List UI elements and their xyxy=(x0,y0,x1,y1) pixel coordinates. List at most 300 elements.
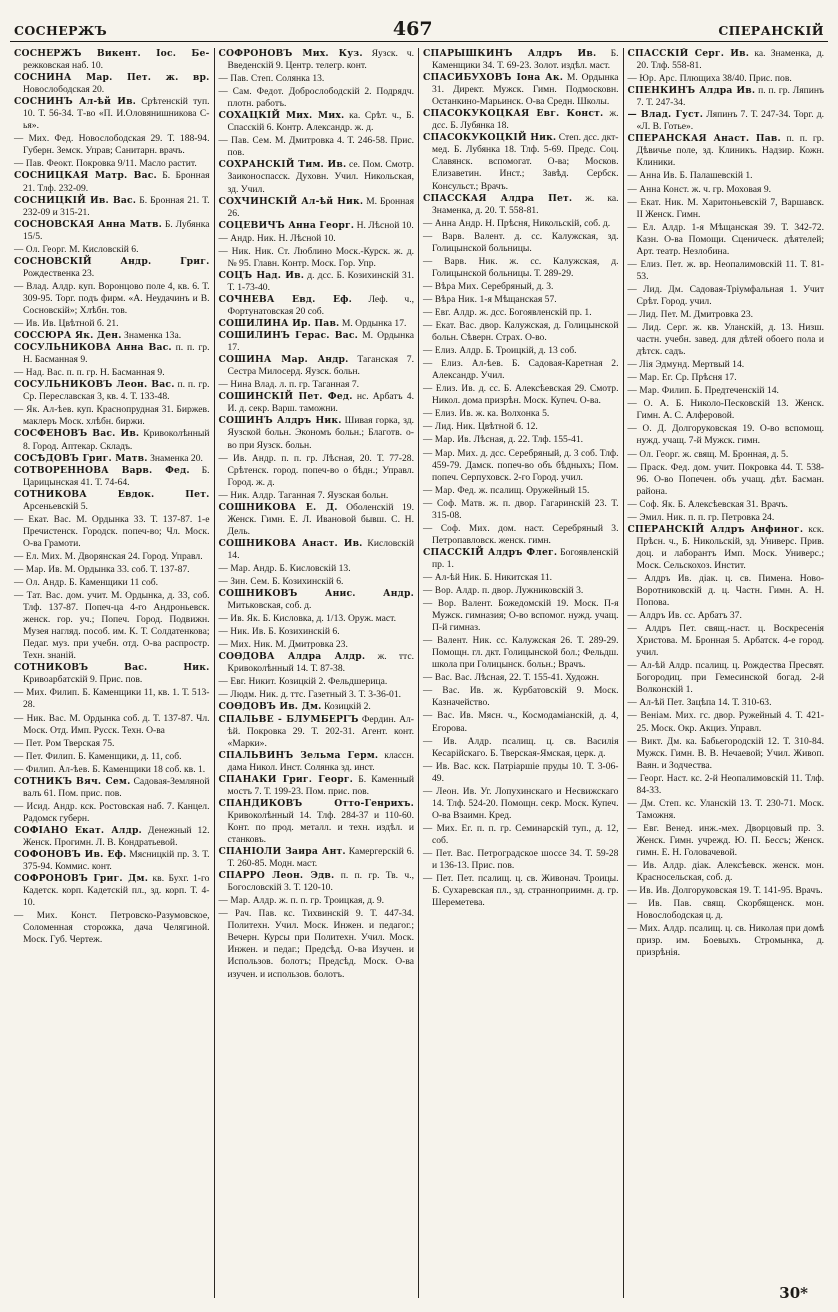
entry-details: ж. сс. Калужская, д. Голицынской больницы. Т. 289-29. xyxy=(432,255,619,279)
directory-entry xyxy=(423,484,619,497)
directory-entry xyxy=(14,317,210,330)
entry-name: СОФIАНО Екат. Алдр. xyxy=(14,824,142,836)
entry-details: п. п. гр. Петровка 24. xyxy=(688,511,775,523)
entry-details: псалищ. ц. св. Николая при домѣ призр. им. Боевыхъ. Стромынка, д. призрѣнiя. xyxy=(636,923,824,959)
entry-details: Срѣтенскiй туп. 10. Т. 56-34. Т-во «П. И.Оловянишникова С-ья». xyxy=(23,96,210,132)
directory-entry xyxy=(628,183,825,196)
entry-details: Н. Лѣсной 10. xyxy=(356,219,414,231)
entry-details: псалищ. ц. св. Василiя Кесарiйскаго. Б. Тверская-Ямская, церк. д. xyxy=(432,735,619,759)
directory-entry xyxy=(423,547,619,571)
entry-details: ка. Бабьегородскiй 12. Т. 310-84. Мужск. Гимн. В. В. Нечаевой; Учил. Живоп. Ваян. и Зодчества. xyxy=(636,735,824,771)
entry-name: СПАСИБУХОВЪ Iона Ак. xyxy=(423,72,564,84)
entry-name: — Ник. Вас. xyxy=(14,712,67,723)
entry-name: — Вѣра Мих. xyxy=(423,280,479,291)
directory-entry xyxy=(628,772,825,797)
signature-mark: 30* xyxy=(779,1284,808,1302)
entry-name: СОСНИЦКАЯ Матр. Вас. xyxy=(14,170,157,182)
directory-entry xyxy=(628,72,825,85)
entry-name: — Пет. Филип. xyxy=(14,750,76,761)
entry-name: — Мар. Филип. xyxy=(627,385,692,396)
directory-entry xyxy=(14,157,210,170)
directory-entry xyxy=(628,709,825,734)
entry-details: Кривоколѣнный 14. Тлф. 284-37 и 110-60. Конт. по прод. металл. и техн. издѣл. и станковъ. xyxy=(227,809,414,845)
entry-name: СОЦЪ Над. Ив. xyxy=(218,269,305,281)
directory-entry xyxy=(628,461,825,498)
entry-name: СОТНИКОВЪ Вас. Ник. xyxy=(14,662,210,674)
entry-details: ка. Знаменка, д. 20. Тлф. 558-81. xyxy=(636,48,824,72)
entry-name: — Соф. Мих. xyxy=(423,522,490,533)
directory-entry xyxy=(14,403,210,428)
directory-entry xyxy=(219,220,415,232)
entry-name: СОСНОВСКIЙ Андр. Григ. xyxy=(14,255,210,267)
entry-details: Камергерскiй 6. Т. 260-85. Модн. маст. xyxy=(227,846,415,870)
directory-entry xyxy=(219,48,415,72)
entry-details: Н. Прѣсня, Никольскiй, соб. д. xyxy=(485,217,611,229)
entry-details: Знаменка 13а. xyxy=(124,330,182,342)
column-2 xyxy=(215,48,420,1298)
entry-details: режковская наб. 10. xyxy=(23,60,104,72)
directory-entry xyxy=(423,822,619,847)
entry-details: ж. Курбатовскiй 9. Моск. Казначейство. xyxy=(432,685,619,709)
entry-details: Шивая горка, зд. Яузской больн. Экономъ больн.; Благотв. о-во при Яузск. больн. xyxy=(227,415,415,451)
entry-details: се. Пом. Смотр. Заиконоспасск. Духовн. Учил. Никольская, зд. Учил. xyxy=(227,159,414,195)
entry-name: СПАЛЬВИНЪ Зельма Герм. xyxy=(218,749,379,761)
entry-name: — Вас. Вас. xyxy=(423,672,473,683)
entry-name: — Дм. Степ. xyxy=(627,797,682,808)
directory-entry xyxy=(628,48,825,72)
entry-details: М. Ордынка 17. xyxy=(227,330,415,354)
entry-details: Б. Никитская 11. xyxy=(484,571,553,583)
directory-entry xyxy=(219,651,415,675)
directory-entry xyxy=(423,847,619,872)
entry-details: кск. Прѣсн. ч., Б. Никольскiй, зд. Универс. Прив. доц. и лаборантъ Имп. Моск. Универс.; Моск. Сельскохоз. Инстит. xyxy=(636,523,824,571)
directory-entry xyxy=(14,366,210,379)
entry-name: СПЕНКИНЪ Алдра Ив. xyxy=(627,85,756,97)
directory-entry xyxy=(14,563,210,576)
directory-entry xyxy=(14,513,210,550)
entry-name: — Нина Влад. xyxy=(218,379,277,390)
entry-details: Петроградское шоссе 34. Т. 59-28 и 136-13. Прис. пов. xyxy=(432,848,619,872)
entry-details: свящ.-наст. ц. Воскресенiя Христова. М. Бронная 5. Арбатск. 4-е город. учил. xyxy=(636,623,824,659)
entry-name: СОСФЕНОВЪ Вас. Ив. xyxy=(14,428,140,440)
entry-details: Яузск. ч. Введенскiй 9. Центр. телегр. конт. xyxy=(227,48,414,72)
entry-details: п. п. гр. Ляпинъ 7. Т. 247-34. xyxy=(636,85,824,109)
directory-entry xyxy=(219,714,415,750)
directory-entry xyxy=(423,497,619,522)
directory-entry xyxy=(628,133,825,169)
entry-name: — Лид. Серг. xyxy=(627,322,688,333)
entry-name: — Ол. Георг. xyxy=(14,243,67,254)
entry-name: — Мар. Мих. xyxy=(423,447,479,458)
directory-entry xyxy=(423,306,619,319)
entry-name: — Ив. Ив. xyxy=(14,318,57,329)
directory-entry xyxy=(423,108,619,132)
entry-name: СПАССКIЙ Серг. Ив. xyxy=(627,48,750,59)
entry-details: Б. Каменщики, д. 11, соб. xyxy=(78,750,182,762)
directory-entry xyxy=(14,465,210,489)
entry-name: — Влад. Алдр. xyxy=(14,280,76,291)
entry-details: Долгоруковская 19. Т. 141-95. Врачъ. xyxy=(672,885,823,897)
entry-name: — Леон. Ив. xyxy=(423,785,477,796)
directory-entry xyxy=(14,750,210,763)
entry-name: СОСУЛЬНИКОВЪ Леон. Вас. xyxy=(14,379,175,391)
directory-entry xyxy=(14,243,210,256)
directory-entry xyxy=(219,907,415,980)
entry-name: — Лид. Дм. xyxy=(627,283,684,294)
directory-entry xyxy=(628,397,825,422)
directory-entry xyxy=(423,72,619,108)
entry-name: СОТНИКОВА Евдок. Пет. xyxy=(14,488,210,500)
entry-name: — Лiя Эдмунд. xyxy=(627,359,690,370)
directory-entry xyxy=(628,221,825,258)
entry-name: — Лид. Пет. xyxy=(627,308,678,319)
directory-entry xyxy=(14,132,210,157)
entry-details: ж. свящ. М. Бронная, д. 5. xyxy=(682,448,789,460)
entry-details: Лѣсная, д. 22. Тлф. 155-41. xyxy=(473,434,584,446)
entry-name: СОСНИНА Мар. Пет. ж. вр. xyxy=(14,72,210,84)
directory-entry xyxy=(14,712,210,737)
directory-entry xyxy=(219,538,415,562)
entry-name: СОХЧИНСКIЙ Ал-ѣй Ник. xyxy=(218,195,364,207)
entry-details: ж. п. п. гр. Троицкая, д. 9. xyxy=(279,895,385,907)
entry-details: Покровка 9/11. Масло растит. xyxy=(76,158,197,170)
entry-name: — Вор. Алдр. xyxy=(423,585,480,596)
entry-name: — Вор. Валент. xyxy=(423,598,493,609)
entry-name: СОСѢДОВЪ Григ. Матв. xyxy=(14,452,148,464)
entry-name: — Пет. Пет. xyxy=(423,873,475,884)
entry-details: Леф. ч., Фортунатовская 20 соб. xyxy=(227,293,414,317)
entry-details: Б. Каменщики 34. Т. 69-23. Золот. издѣл. маст. xyxy=(432,48,619,72)
entry-details: Б. Козихинскiй 6. xyxy=(268,626,340,638)
directory-entry xyxy=(423,684,619,709)
entry-details: Н. Лѣсной 10. xyxy=(278,232,336,244)
directory-entry xyxy=(423,522,619,547)
entry-name: — Ив. Андр. xyxy=(218,452,277,463)
entry-name: — Мих. Фед. xyxy=(14,133,74,144)
entry-details: п. п. гр. Н. Басманная 9. xyxy=(66,367,165,379)
entry-name: — Екат. Вас. xyxy=(423,320,477,331)
entry-details: Богоявленскiй пр. 1. xyxy=(432,546,619,570)
directory-entry xyxy=(423,420,619,433)
entry-name: — Ал-ѣй Пет. xyxy=(627,697,685,708)
entry-details: дiак. ц. св. Пимена. Ново-Воротниковскiй д. ц. Частн. Гимн. А. Н. Попова. xyxy=(636,572,824,609)
entry-name: — Ник. Ник. Ст. xyxy=(218,245,290,256)
directory-entry xyxy=(14,909,210,946)
directory-entry xyxy=(14,849,210,873)
entry-details: кск. Ростовская наб. 7. Канцел. Радомск губерн. xyxy=(23,800,210,824)
entry-name: — Валент. Ник. xyxy=(423,635,492,646)
entry-name: — Елиз. Алдр. xyxy=(423,345,484,356)
directory-entry xyxy=(219,846,415,870)
directory-entry xyxy=(423,280,619,293)
directory-entry xyxy=(423,709,619,734)
entry-details: Цвѣтной б. 21. xyxy=(58,318,119,330)
entry-name: СОСУЛЬНИКОВА Анна Вас. xyxy=(14,342,172,354)
entry-details: Б. Предтеченскiй 14. xyxy=(694,385,779,397)
entry-name: — Анна Андр. xyxy=(423,217,483,228)
entry-name: СОФОНОВЪ Ив. Еф. xyxy=(14,849,127,861)
directory-entry xyxy=(219,774,415,798)
directory-entry xyxy=(219,415,415,451)
directory-entry xyxy=(423,872,619,909)
entry-details: М. Харитоньевскiй 7, Варшавск. II Женск. Гимн. xyxy=(636,196,825,220)
directory-entry xyxy=(628,524,825,572)
entry-details: дом. учит. М. Ордынка, д. 33, соб. Тлф. 137-87. Попеч-ца 4-го Андроньевск. женск. гор. уч.; Попеч. Город. Подвижн. Музея нагляд. пособ. им. К. Т. Солдатенкова; Педаг. муз. при учебн. отд. О-ва распростр. Техн. знанiй. xyxy=(23,590,210,662)
entry-details: дiак. Алексѣевск. женск. мон. Красносельская, соб. д. xyxy=(636,860,824,884)
entry-details: Б. Троицкiй, д. 13 соб. xyxy=(485,345,577,357)
entry-name: — Мих. Алдр. xyxy=(627,923,687,934)
entry-details: Садовая-Земляной валъ 61. Пом. прис. пов. xyxy=(23,775,210,799)
entry-details: нс. Арбатъ 4. И. д. секр. Варш. таможни. xyxy=(227,391,414,415)
entry-name: СОШИНСКIЙ Пет. Фед. xyxy=(218,391,353,403)
entry-details: Таганная 7. Яузская больн. xyxy=(278,489,389,501)
entry-name: — Пав. Феокт. xyxy=(14,158,74,169)
entry-details: М. Ордынка 31. Директ. Мужск. Гимн. Подмосковн. Останкино-Марьинск. О-ва Средн. Школы. xyxy=(432,72,619,108)
entry-name: — Ол. Георг. xyxy=(627,448,681,459)
entry-name: — Лид. Ник. xyxy=(423,421,476,432)
entry-name: — Людм. Ник. xyxy=(218,689,279,700)
directory-entry xyxy=(423,735,619,760)
directory-entry xyxy=(628,659,825,696)
directory-entry xyxy=(14,96,210,132)
entry-details: ж. ка. Волхонка 5. xyxy=(475,408,550,420)
entry-name: — Алдръ Ив. xyxy=(627,572,692,583)
entry-details: Козицкiй 2. xyxy=(323,701,371,713)
entry-name: — Евг. Венед. xyxy=(627,822,693,833)
entry-name: СПАЛЬВЕ - БЛУМБЕРГЪ xyxy=(218,713,359,725)
entry-details: Б. Палашевскiй 1. xyxy=(679,170,753,182)
directory-entry xyxy=(14,330,210,342)
entry-name: — Ив. Як. xyxy=(218,613,261,624)
directory-entry xyxy=(423,132,619,192)
directory-entry xyxy=(219,294,415,318)
directory-entry xyxy=(423,785,619,822)
directory-entry xyxy=(14,550,210,563)
entry-name: — Праск. Фед. xyxy=(627,461,690,472)
directory-entry xyxy=(219,798,415,846)
directory-entry xyxy=(14,379,210,403)
directory-entry xyxy=(219,562,415,575)
directory-entry xyxy=(423,407,619,420)
directory-entry xyxy=(628,609,825,622)
directory-entry xyxy=(423,597,619,634)
entry-details: куп. Воронцово поле 4, кв. 6. Т. 309-95. Торг. подъ фирм. «А. Неудачинъ и В. Сосновскiй»; Хлѣбн. тов. xyxy=(23,280,210,316)
entry-details: Уг. Лопухинскаго и Несвижскаго 14. Тлф. 524-20. Помощн. секр. Моск. Купеч. О-ва Взаимн. Кред. xyxy=(432,785,619,821)
directory-entry xyxy=(628,797,825,822)
directory-entry xyxy=(14,776,210,800)
directory-entry xyxy=(423,433,619,446)
entry-name: — Елиз. Ив. xyxy=(423,383,476,394)
entry-name: — Вѣра Ник. xyxy=(423,293,478,304)
entry-name: — О. А. xyxy=(627,398,670,409)
entry-details: М. Кисловскiй 6. xyxy=(69,243,139,255)
directory-entry xyxy=(628,511,825,524)
entry-details: Новослободская 20. xyxy=(23,84,105,96)
entry-details: л. п. гр. Таганная 7. xyxy=(279,379,360,391)
entry-name: — Алдръ Ив. xyxy=(627,610,682,621)
directory-entry xyxy=(219,270,415,294)
entry-name: — Мар. Андр. xyxy=(218,562,277,573)
entry-name: СОШИЛИНЪ Герас. Вас. xyxy=(218,330,359,342)
entry-name: — Мар. Ег. xyxy=(627,372,674,383)
entry-details: 1-я Мѣщанская 39. Т. 342-72. Казн. О-ва Помощи. Сценическ. дѣятелей; Арт. театр. Незлобина. xyxy=(636,221,824,257)
directory-entry xyxy=(628,358,825,371)
entry-details: п. п. гр. Дѣвичье поле, зд. Клиникъ. Надзир. Кожн. Клиники. xyxy=(636,133,824,169)
entry-details: ж. вр. Неопалимовскiй 11. Т. 81-53. xyxy=(636,258,824,282)
directory-entry xyxy=(14,825,210,849)
directory-entry xyxy=(219,612,415,625)
entry-details: сс. Калужская 26. Т. 289-29. Помощн. гл. дкт. Голицынской бол.; Фельдш. школа при Голицынск. больн.; Врачъ. xyxy=(432,635,619,671)
entry-details: кс. Тихвинскiй 9. Т. 447-34. Политехн. Учил. Моск. Инжен. и педагог.; Вечерн. Курсы при Политехн. Учил. Моск. Инжен. и педаг.; Предсѣд. О-ва Изучен. и Использов. болотъ; Предсѣд. Моск. О-ва изучен. и использов. болотъ. xyxy=(227,908,414,980)
directory-entry xyxy=(628,922,825,959)
entry-name: — Эмил. Ник. xyxy=(627,511,686,522)
entry-details: 1-я Мѣщанская 57. xyxy=(479,293,557,305)
entry-details: Лѣсная, 22. Т. 155-41. Художн. xyxy=(474,672,600,684)
entry-name: — Георг. Наст. xyxy=(627,772,689,783)
entry-details: Ляпинъ 7. Т. 247-34. Торг. д. «Л. В. Готье». xyxy=(636,109,824,133)
entry-details: куп. Краснопрудная 31. Биржев. маклеръ Моск. хлѣбн. биржи. xyxy=(23,404,210,428)
entry-name: СОТВОРЕННОВА Варв. Фед. xyxy=(14,464,190,476)
entry-name: СОШИЛИНА Ир. Пав. xyxy=(218,318,340,330)
entry-name: — Ив. Алдр. xyxy=(627,860,687,871)
entry-name: — Анна Конст. xyxy=(627,183,690,194)
entry-name: — Анна Ив. xyxy=(627,170,678,181)
entry-details: Б. Козихинскiй 6. xyxy=(272,576,344,588)
directory-entry xyxy=(219,675,415,688)
entry-details: М. Бронная 26. xyxy=(227,195,414,219)
directory-entry xyxy=(628,321,825,358)
entry-name: СОСНОВСКАЯ Анна Матв. xyxy=(14,218,163,230)
entry-name: — О. Д. xyxy=(627,423,667,434)
entry-name: — Алдръ Пет. xyxy=(627,623,697,634)
directory-entry xyxy=(423,217,619,230)
entry-details: гс. двор. Ружейный 4. Т. 421-25. Моск. Окр. Акциз. Управл. xyxy=(636,710,824,734)
directory-entry xyxy=(219,894,415,907)
entry-name: СОѲДОВЪ Ив. Дм. xyxy=(218,701,322,713)
entry-name: — Ал-ѣй Ник. xyxy=(423,571,482,582)
entry-name: — Тат. Вас. xyxy=(14,590,63,601)
directory-entry xyxy=(219,502,415,538)
entry-details: Оболенскiй 19. Женск. Гимн. Е. Л. Ивановой бывш. С. Н. Дель. xyxy=(227,501,414,537)
entry-name: — Рач. Пав. xyxy=(218,908,277,919)
entry-name: — Мар. Фед. xyxy=(423,484,477,495)
entry-name: — Соф. Як. xyxy=(627,498,676,509)
entry-details: ж. псалищ. Оружейный 15. xyxy=(478,484,590,496)
directory-entry xyxy=(219,72,415,85)
entry-name: — Мар. Алдр. xyxy=(218,895,277,906)
directory-entry xyxy=(14,763,210,776)
entry-details: Денежный 12. Женск. Прогимн. Л. В. Кондратьевой. xyxy=(23,824,210,848)
directory-entry xyxy=(423,634,619,671)
entry-details: Б. Кисловскiй 13. xyxy=(279,562,351,574)
entry-details: п. п. гр. Тв. ч., Богословскiй 3. Т. 120-10. xyxy=(227,870,414,894)
directory-entry xyxy=(219,232,415,245)
directory-entry xyxy=(14,280,210,317)
directory-entry xyxy=(219,701,415,713)
entry-name: — Варв. Ник. xyxy=(423,255,498,266)
entry-name: СОФРОНОВЪ Мих. Куз. xyxy=(218,48,363,59)
entry-details: Ср. Прѣсня 17. xyxy=(675,372,737,384)
entry-details: Мертвый 14. xyxy=(692,359,745,371)
entry-details: д. дсс. Серебряный, д. 3 соб. Тлф. 459-79. Дамск. попеч-во объ бѣдныхъ; Пом. попеч. Серпуховск. 2-го Город. учил. xyxy=(432,447,619,483)
entry-name: — Екат. Ник. xyxy=(627,196,684,207)
entry-name: СПАСОКУКОЦКАЯ Евг. Конст. xyxy=(423,108,604,120)
entry-name: СОѲДОВА Алдра Алдр. xyxy=(218,651,366,663)
directory-entry xyxy=(423,760,619,785)
directory-entry xyxy=(628,622,825,659)
directory-entry xyxy=(423,230,619,255)
entry-details: Б. Лубянка 15/5. xyxy=(23,218,210,242)
entry-name: — Ол. Андр. xyxy=(14,577,67,588)
entry-name: — Андр. Ник. xyxy=(218,232,277,243)
directory-entry xyxy=(423,48,619,72)
directory-entry xyxy=(14,195,210,219)
entry-details: д. сс. Калужская, зд. Голицынской больницы. xyxy=(432,230,619,254)
entry-details: классн. дама Никол. Инст. Солянка зд. инст. xyxy=(227,749,414,773)
entry-details: Митьковская, соб. д. xyxy=(227,600,312,612)
entry-details: д. ттс. Газетный 3. Т. 3-36-01. xyxy=(280,689,402,701)
directory-entry xyxy=(628,498,825,511)
entry-details: псалищ. ц. св. Живонач. Троицы. Б. Сухаревская пл., зд. странноприимн. д. гр. Шереметева. xyxy=(432,873,619,909)
entry-name: СПЕРАНСКIЙ Алдръ Анфиног. xyxy=(627,523,804,535)
entry-name: — Елиз. Ив. xyxy=(423,408,474,419)
entry-name: СОСНЕРЖЪ Викент. Iос. Бе- xyxy=(14,48,210,59)
directory-entry xyxy=(423,319,619,344)
entry-details: п. двор. Лужниковскiй 3. xyxy=(482,585,584,597)
entry-details: п. п. гр. Ср. Переславская 3, кв. 4. Т. 133-48. xyxy=(23,379,210,403)
directory-entry xyxy=(14,72,210,96)
entry-details: М. Ордынка 33. соб. Т. 137-87. xyxy=(64,563,190,575)
directory-entry xyxy=(628,822,825,859)
entry-details: М. Дмитровка 4. Т. 246-58. Прис. пов. xyxy=(227,135,415,159)
entry-details: п. п. гр. Н. Басманная 9. xyxy=(23,342,210,366)
entry-name: СПАРЫШКИНЪ Алдръ Ив. xyxy=(423,48,597,59)
directory-entry xyxy=(628,572,825,609)
directory-entry xyxy=(219,638,415,651)
entry-details: ж. ка. Знаменка, д. 20. Т. 558-81. xyxy=(432,192,619,216)
entry-details: ж. дсс. Богоявленскiй пр. 1. xyxy=(479,306,592,318)
entry-name: — Над. Вас. xyxy=(14,367,65,378)
entry-details: Кисловскiй 14. xyxy=(227,537,414,561)
directory-entry xyxy=(14,428,210,452)
entry-details: д. дсс. Б. Козихинскiй 31. Т. 1-73-40. xyxy=(227,269,415,293)
entry-details: Б. Садовая-Каретная 2. Александр. Учил. xyxy=(432,358,619,382)
entry-name: — Ел. Алдр. xyxy=(627,221,686,232)
entry-name: — Венiам. Мих. xyxy=(627,710,697,721)
entry-name: СПАССКАЯ Алдра Пет. xyxy=(423,192,573,204)
entry-details: дом. учит. Покровка 44. Т. 538-96. О-во Попечен. объ учащ. дѣт. Басман. района. xyxy=(636,461,824,497)
entry-name: — Викт. Дм. xyxy=(627,735,682,746)
entry-details: Б. Каменщики 18 соб. кв. 1. xyxy=(92,763,206,775)
entry-name: — Ив. Пав. xyxy=(627,898,692,909)
entry-name: — Варв. Валент. xyxy=(423,230,505,241)
entry-name: СПЕРАНСКАЯ Анаст. Пав. xyxy=(627,133,781,145)
entry-details: Зацѣпа 14. Т. 310-63. xyxy=(686,697,772,709)
entry-name: — Вас. Ив. xyxy=(423,685,484,696)
directory-entry xyxy=(14,873,210,909)
directory-entry xyxy=(628,371,825,384)
directory-entry xyxy=(219,196,415,220)
entry-name: — Ник. Ив. xyxy=(218,626,266,637)
directory-entry xyxy=(219,688,415,701)
entry-details: ж. кв. Уланскiй, д. 13. Низш. частн. учебн. завед. для дѣтей обоего пола и дѣтск. садъ. xyxy=(636,322,824,358)
directory-entry xyxy=(628,859,825,884)
entry-name: СПАНIОЛИ Заира Ант. xyxy=(218,846,346,858)
directory-entry xyxy=(219,134,415,159)
entry-name: СОШНИКОВА Анаст. Ив. xyxy=(218,537,363,549)
entry-name: — Юр. Арс. xyxy=(627,73,678,84)
entry-details: кс. Уланскiй 13. Т. 230-71. Моск. Таможня. xyxy=(636,797,824,821)
